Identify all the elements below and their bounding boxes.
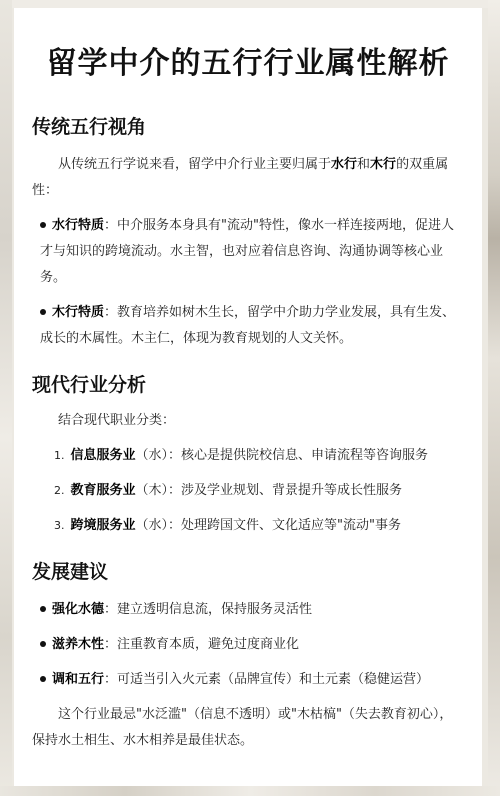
- list-text: （木）：涉及学业规划、背景提升等成长性服务: [135, 483, 403, 498]
- traditional-intro: [32, 152, 464, 204]
- list-number: 3.: [54, 519, 65, 532]
- bullet-water-trait: [32, 213, 464, 291]
- section-modern: [32, 372, 464, 539]
- list-text: （水）：核心是提供院校信息、申请流程等咨询服务: [135, 448, 429, 463]
- bullet-term: 强化水德: [52, 602, 105, 617]
- list-number: 1.: [54, 449, 65, 462]
- right-border: [488, 0, 500, 796]
- section-heading-advice: 发展建议: [32, 561, 109, 583]
- bullet-dot-icon: [40, 309, 46, 315]
- page-title: 留学中介的五行行业属性解析: [46, 46, 450, 81]
- bullet-advice: [32, 632, 464, 658]
- modern-list: [32, 443, 464, 539]
- bullet-dot-icon: [40, 641, 46, 647]
- bullet-dot-icon: [40, 606, 46, 612]
- list-term: 教育服务业: [70, 483, 136, 498]
- closing-paragraph: 这个行业最忌"水泛滥"（信息不透明）或"木枯槁"（失去教育初心），保持水土相生、水木相养是最佳状态。: [32, 707, 453, 748]
- intro-text-b: 的双重属性：: [32, 157, 449, 198]
- bullet-wood-trait: [32, 300, 464, 352]
- intro-text-a: 从传统五行学说来看，留学中介行业主要归属于: [58, 157, 332, 172]
- section-advice: [32, 559, 464, 754]
- top-border: [0, 0, 500, 8]
- bullet-term: 木行特质: [52, 305, 105, 320]
- modern-intro: 结合现代职业分类：: [58, 413, 176, 428]
- list-term: 信息服务业: [70, 448, 136, 463]
- article-card: [14, 8, 482, 786]
- bullet-advice: [32, 667, 464, 693]
- list-term: 跨境服务业: [70, 518, 136, 533]
- list-item: [54, 478, 464, 504]
- bullet-dot-icon: [40, 676, 46, 682]
- bullet-term: 调和五行: [52, 672, 105, 687]
- bullet-advice: [32, 597, 464, 623]
- section-heading-traditional: 传统五行视角: [32, 116, 147, 138]
- bullet-text: ：建立透明信息流，保持服务灵活性: [104, 602, 313, 617]
- bullet-text: ：可适当引入火元素（品牌宣传）和土元素（稳健运营）: [104, 672, 430, 687]
- intro-and: 和: [357, 157, 371, 172]
- bullet-dot-icon: [40, 222, 46, 228]
- section-traditional: [32, 114, 464, 352]
- list-number: 2.: [54, 484, 65, 497]
- bullet-text: ：中介服务本身具有"流动"特性，像水一样连接两地，促进人才与知识的跨境流动。水主智，也对应着信息咨询、沟通协调等核心业务。: [40, 218, 454, 285]
- bullet-text: ：教育培养如树木生长，留学中介助力学业发展，具有生发、成长的木属性。木主仁，体现为教育规划的人文关怀。: [40, 305, 456, 346]
- intro-water: 水行: [331, 157, 358, 172]
- list-text: （水）：处理跨国文件、文化适应等"流动"事务: [135, 518, 401, 533]
- left-border: [0, 0, 12, 796]
- bullet-text: ：注重教育本质，避免过度商业化: [104, 637, 300, 652]
- list-item: [54, 513, 464, 539]
- list-item: [54, 443, 464, 469]
- intro-wood: 木行: [370, 157, 397, 172]
- bullet-term: 滋养木性: [52, 637, 105, 652]
- bottom-border: [0, 786, 500, 796]
- bullet-term: 水行特质: [52, 218, 105, 233]
- section-heading-modern: 现代行业分析: [32, 374, 147, 396]
